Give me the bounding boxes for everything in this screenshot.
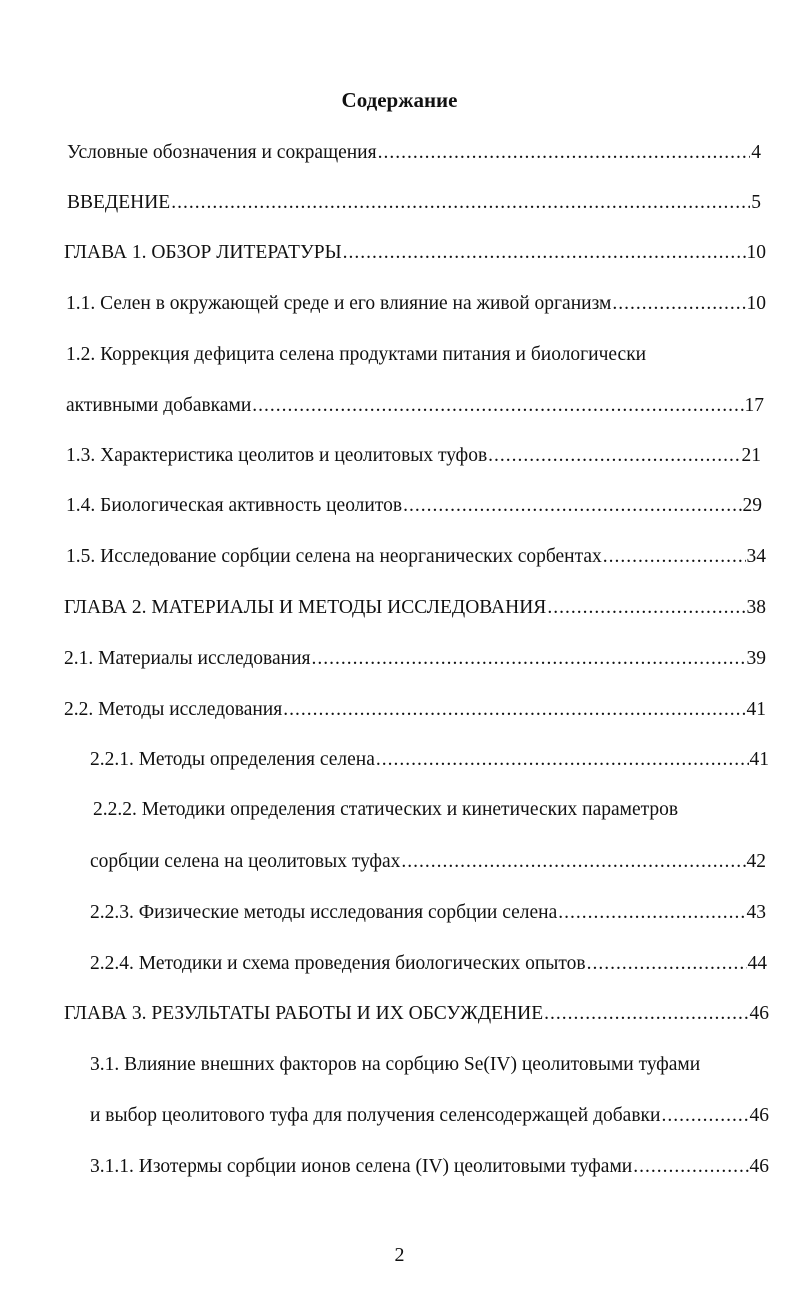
toc-entry-page: 41 xyxy=(749,749,769,770)
toc-entry-label: 3.1.1. Изотермы сорбции ионов селена (IV) цеолитовыми туфами xyxy=(90,1156,633,1177)
toc-entry-page: 42 xyxy=(746,851,766,872)
toc-entry-label: 2.2.4. Методики и схема проведения биологических опытов xyxy=(90,953,586,974)
toc-entry xyxy=(66,544,766,570)
toc-entry xyxy=(66,493,762,519)
toc-entry-page: 10 xyxy=(746,293,766,314)
toc-leader-dots xyxy=(547,595,745,621)
toc-entry xyxy=(64,697,766,723)
toc-leader-dots xyxy=(283,697,745,723)
toc-entry-page: 39 xyxy=(746,648,766,669)
toc-entry xyxy=(64,240,766,266)
toc-entry-label: 2.2. Методы исследования xyxy=(64,699,283,720)
toc-entry-page: 44 xyxy=(747,953,767,974)
toc-entry-page: 41 xyxy=(746,699,766,720)
toc-entry-label: 1.3. Характеристика цеолитов и цеолитовых туфов xyxy=(66,445,488,466)
toc-entry-label: 1.5. Исследование сорбции селена на неорганических сорбентах xyxy=(66,546,602,567)
toc-entry-page: 17 xyxy=(744,395,764,416)
toc-leader-dots xyxy=(587,951,747,977)
toc-entry xyxy=(66,443,761,469)
page-number: 2 xyxy=(394,1244,405,1266)
toc-entry-page: 46 xyxy=(749,1105,769,1126)
toc-entry-label: 3.1. Влияние внешних факторов на сорбцию Se(IV) цеолитовыми туфами xyxy=(90,1054,701,1075)
toc-leader-dots xyxy=(612,291,745,317)
toc-leader-dots xyxy=(376,747,749,773)
toc-entry-page: 46 xyxy=(749,1003,769,1024)
toc-leader-dots xyxy=(343,240,746,266)
toc-entry-continuation: активными добавками xyxy=(66,395,252,416)
toc-leader-dots xyxy=(378,140,751,166)
toc-leader-dots xyxy=(171,190,750,216)
toc-entry-page: 38 xyxy=(746,597,766,618)
toc-entry xyxy=(90,849,766,875)
toc-entry-label: ГЛАВА 3. РЕЗУЛЬТАТЫ РАБОТЫ И ИХ ОБСУЖДЕНИЕ xyxy=(64,1003,544,1024)
toc-entry-label: 2.2.3. Физические методы исследования сорбции селена xyxy=(90,902,558,923)
toc-entry xyxy=(67,140,761,166)
toc-entry xyxy=(90,900,766,926)
toc-entry-page: 4 xyxy=(751,142,761,163)
toc-entry-label: 2.1. Материалы исследования xyxy=(64,648,311,669)
toc-leader-dots xyxy=(544,1001,748,1027)
toc-leader-dots xyxy=(403,493,741,519)
toc-entry-label: 1.1. Селен в окружающей среде и его влияние на живой организм xyxy=(66,293,612,314)
toc-entry-continuation: и выбор цеолитового туфа для получения селенсодержащей добавки xyxy=(90,1105,661,1126)
toc-entry xyxy=(66,393,764,419)
toc-leader-dots xyxy=(633,1154,748,1180)
toc-entry xyxy=(64,595,766,621)
toc-entry xyxy=(90,1154,769,1180)
toc-entry-page: 34 xyxy=(746,546,766,567)
toc-leader-dots xyxy=(558,900,745,926)
toc-entry-label: 2.2.1. Методы определения селена xyxy=(90,749,375,770)
toc-entry-label: 2.2.2. Методики определения статических и кинетических параметров xyxy=(93,799,679,820)
toc-leader-dots xyxy=(488,443,740,469)
toc-leader-dots xyxy=(661,1103,748,1129)
toc-entry xyxy=(67,190,761,216)
toc-entry-continuation: сорбции селена на цеолитовых туфах xyxy=(90,851,401,872)
toc-entry-page: 21 xyxy=(741,445,761,466)
page-title: Содержание xyxy=(341,88,458,112)
toc-entry-page: 46 xyxy=(749,1156,769,1177)
toc-entry xyxy=(90,747,769,773)
toc-entry xyxy=(64,646,766,672)
toc-entry-label: ВВЕДЕНИЕ xyxy=(67,192,171,213)
toc-entry-page: 10 xyxy=(746,242,766,263)
toc-leader-dots xyxy=(252,393,743,419)
toc-entry-label: Условные обозначения и сокращения xyxy=(67,142,377,163)
toc-entry-label: 1.4. Биологическая активность цеолитов xyxy=(66,495,403,516)
toc-leader-dots xyxy=(312,646,746,672)
toc-entry-page: 43 xyxy=(746,902,766,923)
toc-leader-dots xyxy=(603,544,746,570)
toc-entry xyxy=(66,291,766,317)
toc-entry xyxy=(64,1001,769,1027)
toc-entry-label: ГЛАВА 1. ОБЗОР ЛИТЕРАТУРЫ xyxy=(64,242,342,263)
toc-entry-page: 5 xyxy=(751,192,761,213)
toc-entry-label: ГЛАВА 2. МАТЕРИАЛЫ И МЕТОДЫ ИССЛЕДОВАНИЯ xyxy=(64,597,547,618)
toc-entry-label: 1.2. Коррекция дефицита селена продуктами питания и биологически xyxy=(66,344,647,365)
toc-entry-page: 29 xyxy=(742,495,762,516)
toc-entry xyxy=(90,951,767,977)
toc-entry xyxy=(90,1103,769,1129)
toc-leader-dots xyxy=(401,849,745,875)
